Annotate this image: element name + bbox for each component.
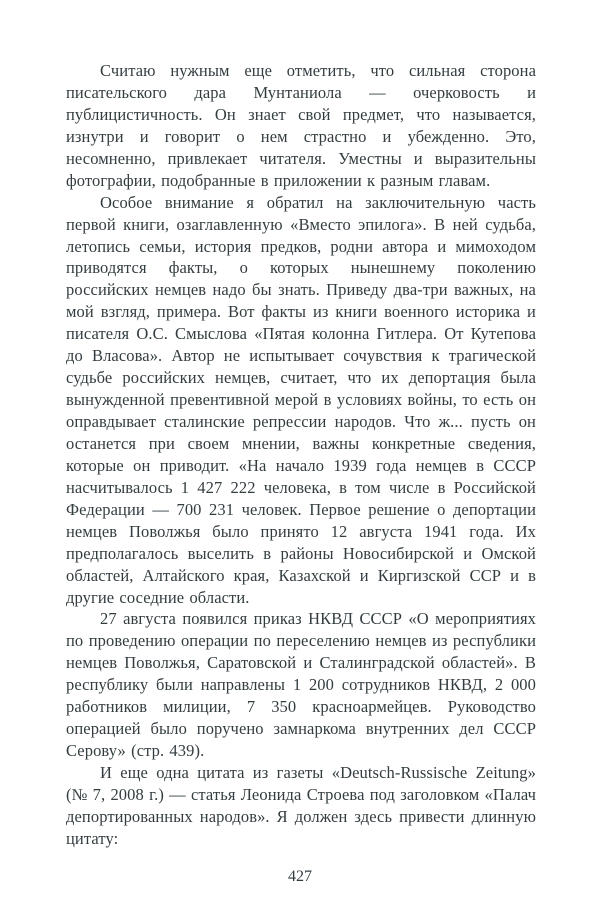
page-text-block xyxy=(66,60,536,850)
paragraph: Особое внимание я обратил на заключительную часть первой книги, озаглавленную «Вместо эпилога». В ней судьба, летопись семьи, история предков, родни автора и мимоходом приводятся факты, о которых нынешнему поколению российских немцев надо бы знать. Приведу два-три важных, на мой взгляд, примера. Вот факты из книги военного историка и писателя О.С. Смыслова «Пятая колонна Гитлера. От Кутепова до Власова». Автор не испытывает сочувствия к трагической судьбе российских немцев, считает, что их депортация была вынужденной превентивной мерой в условиях войны, то есть он оправдывает сталинские репрессии народов. Что ж... пусть он останется при своем мнении, важны конкретные сведения, которые он приводит. «На начало 1939 года немцев в СССР насчитывалось 1 427 222 человека, в том числе в Российской Федерации — 700 231 человек. Первое решение о депортации немцев Поволжья было принято 12 августа 1941 года. Их предполагалось выселить в районы Новосибирской и Омской областей, Алтайского края, Казахской и Киргизской ССР и в другие соседние области. xyxy=(66,192,536,607)
paragraph: И еще одна цитата из газеты «Deutsch-Russische Zeitung» (№ 7, 2008 г.) — статья Леонида Строева под заголовком «Палач депортированных народов». Я должен здесь привести длинную цитату: xyxy=(66,763,536,848)
paragraph: 27 августа появился приказ НКВД СССР «О мероприятиях по проведению операции по переселению немцев из республики немцев Поволжья, Саратовской и Сталинградской областей». В республику были направлены 1 200 сотрудников НКВД, 2 000 работников милиции, 7 350 красноармейцев. Руководство операцией было поручено замнаркома внутренних дел СССР Серову» (стр. 439). xyxy=(66,609,536,761)
paragraph: Считаю нужным еще отметить, что сильная сторона писательского дара Мунтаниола — очерковость и публицистичность. Он знает свой предмет, что называется, изнутри и говорит о нем страстно и убежденно. Это, несомненно, привлекает читателя. Уместны и выразительны фотографии, подобранные в приложении к разным главам. xyxy=(66,61,536,190)
page-number: 427 xyxy=(288,868,312,885)
